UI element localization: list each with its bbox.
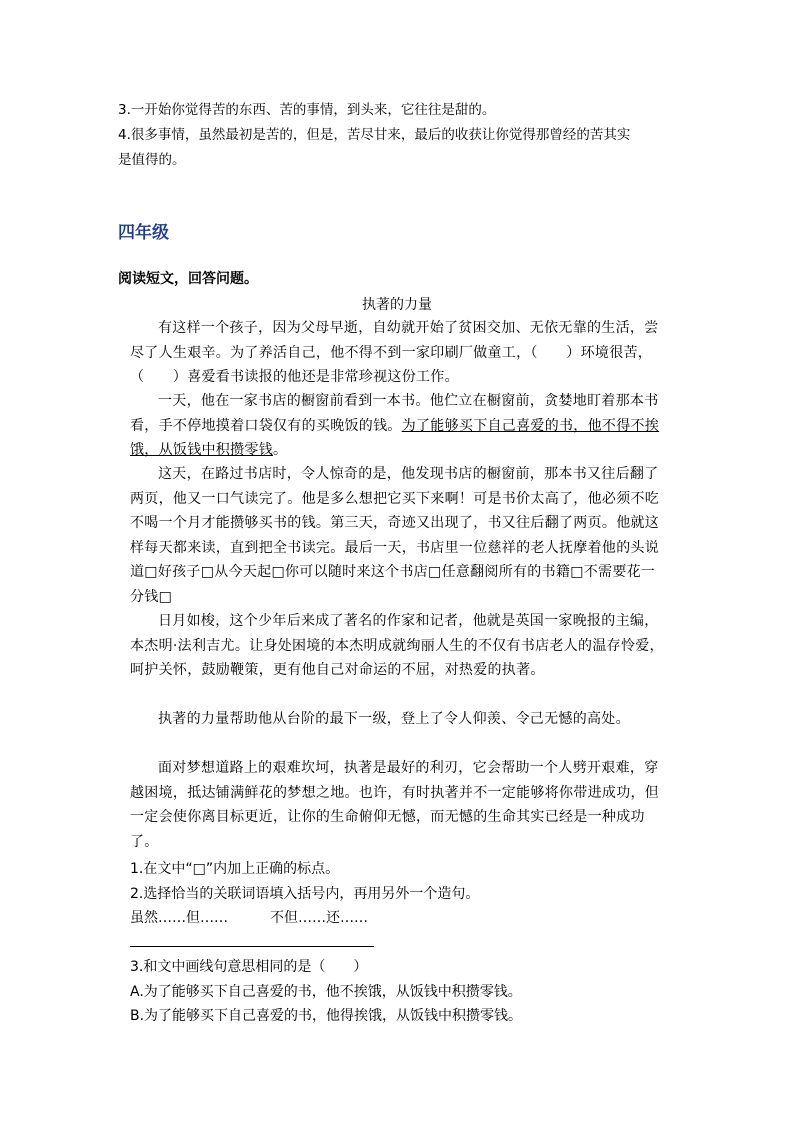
answer-line [130,946,374,947]
question-1: 1.在文中“□”内加上正确的标点。 [130,861,340,877]
question-2: 2.选择恰当的关联词语填入括号内，再用另外一个造句。 [130,886,480,902]
question-2-options: 虽然……但…… 不但……还…… [130,910,368,926]
passage-paragraph-3: 这天，在路过书店时，令人惊奇的是，他发现书店的橱窗前，那本书又往后翻了两页，他又一口气读完了。他是多么想把它买下来啊！可是书价太高了，他必须不吃不喝一个月才能攒够买书的钱。第三天，奇迹又出现了，书又往后翻了两页。他就这样每天都来读，直到把全书读完。最后一天，书店里一位慈祥的老人抚摩着他的头说道□好孩子□从今天起□你可以随时来这个书店□任意翻阅所有的书籍□不需要花一分钱□ [130,466,660,605]
previous-answer-4-line1: 4.很多事情，虽然最初是苦的，但是，苦尽甘来，最后的收获让你觉得那曾经的苦其实 [118,127,631,143]
passage-title: 执著的力量 [362,297,432,313]
underlined-sentence: 为了能够买下自己喜爱的书，他不得不挨饿，从饭钱中积攒零钱 [130,417,660,458]
passage-paragraph-4: 日月如梭，这个少年后来成了著名的作家和记者，他就是英国一家晚报的主编，本杰明·法利吉尤。让身处困境的本杰明成就绚丽人生的不仅有书店老人的温存怜爱，呵护关怀，鼓励鞭策，更有他自己对命运的不屈，对热爱的执著。 [130,613,664,678]
question-3-option-a: A.为了能够买下自己喜爱的书，他不挨饿，从饭钱中积攒零钱。 [130,984,522,1000]
passage-paragraph-1: 有这样一个孩子，因为父母早逝，自幼就开始了贫困交加、无依无靠的生活，尝尽了人生艰辛。为了养活自己，他不得不到一家印刷厂做童工，（ ）环境很苦，（ ）喜爱看书读报的他还是非常珍视这份工作。 [130,320,659,385]
grade-heading: 四年级 [118,223,169,243]
question-3: 3.和文中画线句意思相同的是（ ） [130,959,368,975]
passage-paragraph-5: 执著的力量帮助他从台阶的最下一级，登上了令人仰羡、令己无憾的高处。 [158,711,630,727]
passage-paragraph-2 [130,389,664,463]
paragraph-2-text: 一天，他在一家书店的橱窗前看到一本书。他伫立在橱窗前，贪婪地盯着那本书看，手不停地摸着口袋仅有的买晚饭的钱。 [130,393,659,434]
previous-answer-3: 3.一开始你觉得苦的东西、苦的事情，到头来，它往往是甜的。 [118,102,496,118]
paragraph-2-end: 。 [273,442,288,458]
passage-paragraph-6: 面对梦想道路上的艰难坎坷，执著是最好的利刃，它会帮助一个人劈开艰难，穿越困境，抵达铺满鲜花的梦想之地。也许，有时执著并不一定能够将你带进成功，但一定会使你离目标更近，让你的生命俯仰无憾，而无憾的生命其实已经是一种成功了。 [130,760,660,850]
previous-answer-4-line2: 是值得的。 [118,152,186,168]
question-3-option-b: B.为了能够买下自己喜爱的书，他得挨饿，从饭钱中积攒零钱。 [130,1008,523,1024]
instruction: 阅读短文，回答问题。 [118,271,258,287]
